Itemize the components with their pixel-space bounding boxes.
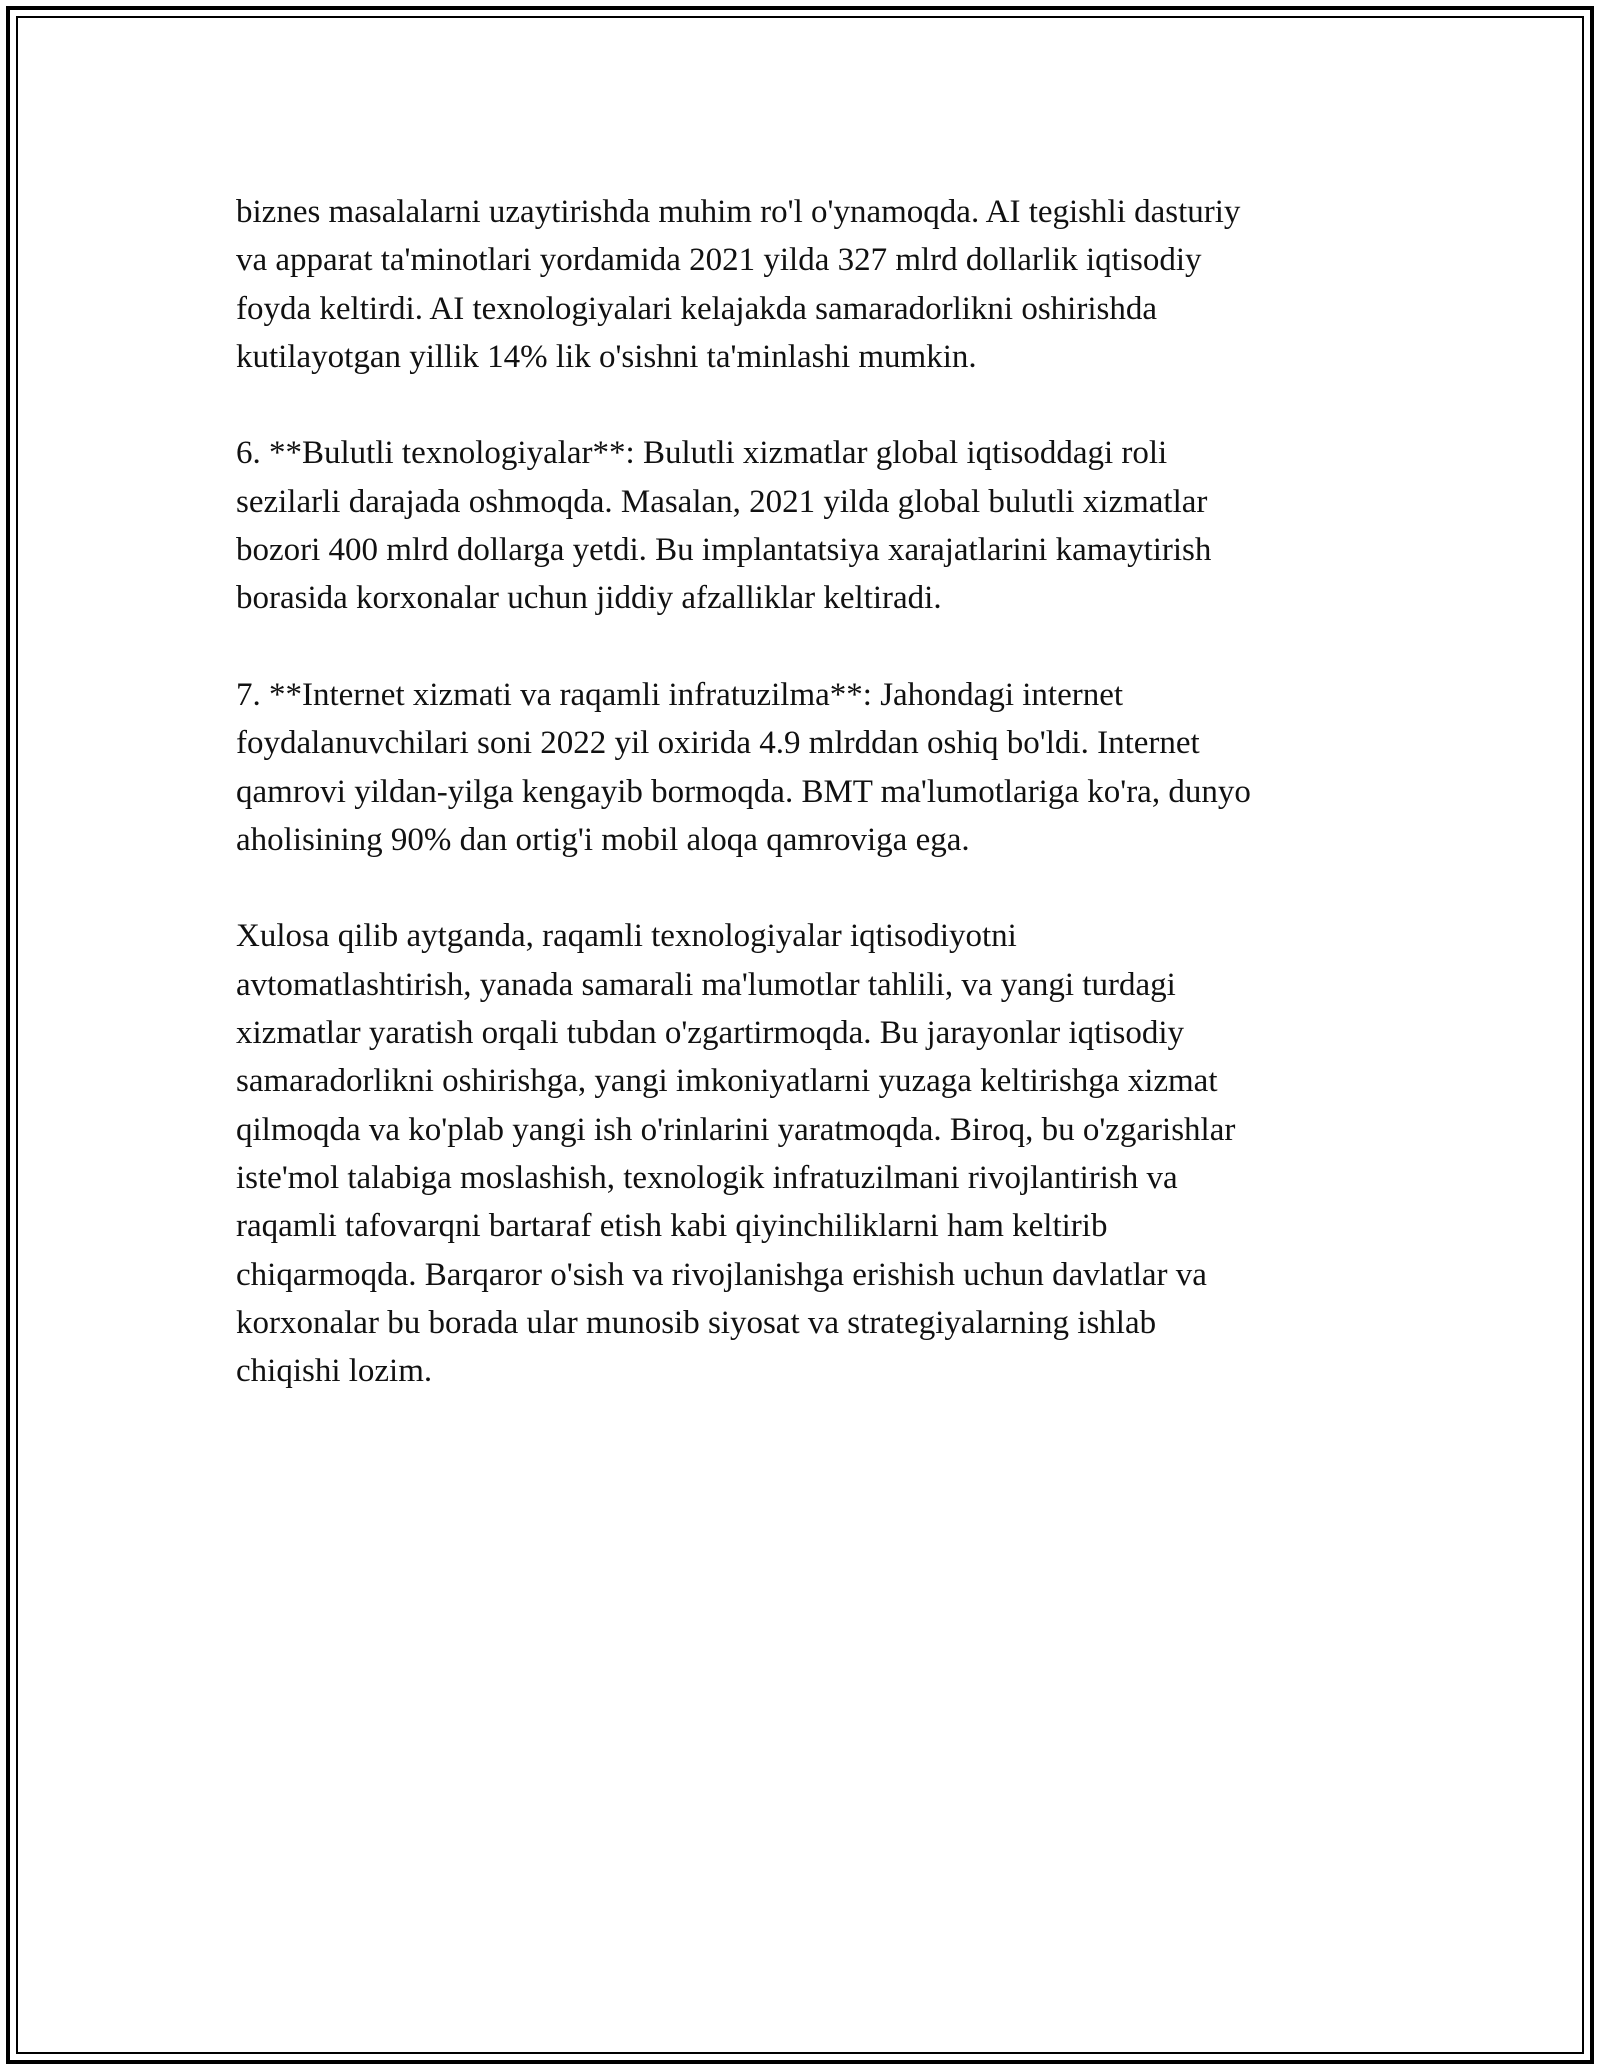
document-body: [236, 188, 1386, 1444]
paragraph-ai-benefits: biznes masalalarni uzaytirishda muhim ro'l o'ynamoqda. AI tegishli dasturiy va apparat ta'minotlari yordamida 2021 yilda 327 mlrd dollarlik iqtisodiy foyda keltirdi. AI texnologiyalari kelajakda samaradorlikni oshirishda kutilayotgan yillik 14% lik o'sishni ta'minlashi mumkin.: [236, 194, 1241, 375]
paragraph-internet-infrastructure: 7. **Internet xizmati va raqamli infratuzilma**: Jahondagi internet foydalanuvchilari soni 2022 yil oxirida 4.9 mlrddan oshiq bo'ldi. Internet qamrovi yildan-yilga kengayib bormoqda. BMT ma'lumotlariga ko'ra, dunyo aholisining 90% dan ortig'i mobil aloqa qamroviga ega.: [236, 676, 1251, 858]
paragraph-cloud-technologies: 6. **Bulutli texnologiyalar**: Bulutli xizmatlar global iqtisoddagi roli sezilarli darajada oshmoqda. Masalan, 2021 yilda global bulutli xizmatlar bozori 400 mlrd dollarga yetdi. Bu implantatsiya xarajatlarini kamaytirish borasida korxonalar uchun jiddiy afzalliklar keltiradi.: [236, 435, 1212, 617]
paragraph-conclusion: Xulosa qilib aytganda, raqamli texnologiyalar iqtisodiyotni avtomatlashtirish, yanada samarali ma'lumotlar tahlili, va yangi turdagi xizmatlar yaratish orqali tubdan o'zgartirmoqda. Bu jarayonlar iqtisodiy samaradorlikni oshirishga, yangi imkoniyatlarni yuzaga keltirishga xizmat qilmoqda va ko'plab yangi ish o'rinlarini yaratmoqda. Biroq, bu o'zgarishlar iste'mol talabiga moslashish, texnologik infratuzilmani rivojlantirish va raqamli tafovarqni bartaraf etish kabi qiyinchiliklarni ham keltirib chiqarmoqda. Barqaror o'sish va rivojlanishga erishish uchun davlatlar va korxonalar bu borada ular munosib siyosat va strategiyalarning ishlab chiqishi lozim.: [236, 918, 1236, 1390]
